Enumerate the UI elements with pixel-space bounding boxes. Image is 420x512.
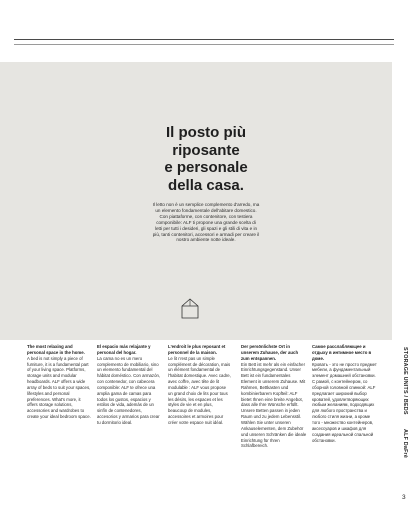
headline xyxy=(150,124,262,194)
header-rule-thin xyxy=(14,44,394,45)
headline-line: riposante xyxy=(172,141,240,159)
column-body: Кровать - это не просто предмет мебели, а фундаментальный элемент домашней обстановки. С рамой, с контейнером, со сборной головной спинкой: ALF предлагает широкий выбор кроватей, удовлетворяющих любым желаниям, подходящих для любого пространства и любого стиля жизни, а кроме того - множество контейнеров, аксессуаров и шкафов для создания идеальной спальной обстановки. xyxy=(312,361,377,443)
column-body: A bed is not simply a piece of furniture, it is a fundamental part of your living space. Platforms, storage units and modular headboards. ALF offers a wide array of beds to suit your spaces, lifestyles and personal preferences. What's more, it offers storage solutions, accessories and wardrobes to create your ideal bedroom space. xyxy=(27,355,91,420)
column-russian xyxy=(312,344,378,443)
column-english xyxy=(27,344,91,420)
column-spanish xyxy=(97,344,161,426)
side-label xyxy=(398,347,410,485)
column-french xyxy=(168,344,232,426)
headline-line: e personale xyxy=(164,159,248,176)
intro-text: Il letto non è un semplice complemento d'arredo, ma un elemento fondamentale dell'abitare domestico. Con piattaforme, con contenitore, con testiera componibile: ALF ti propone una grande scelta di letti per tutti i desideri, gli spazi e gli stili di vita e in più, tanti contenitori, accessori e armadi per creare il nostro ambiente notte ideale. xyxy=(152,202,260,243)
section-label: STORAGE UNITS / BEDS xyxy=(402,347,408,415)
column-body: La cama no es un mero complemento de mobiliario, sino un elemento fundamental del hábitat doméstico. Con armazón, con contenedor, con cabecera componible: ALF te ofrece una amplia gama de camas para todos los gustos, espacios y estilos de vida, además de un sinfín de contenedores, accesorios y armarios para crear tu dormitorio ideal. xyxy=(97,355,161,425)
headline-line: Il posto più xyxy=(166,124,246,141)
house-outline-icon xyxy=(180,296,200,320)
header-rule xyxy=(14,39,394,40)
column-title: Der persönlichste Ort in unserem Zuhause, der auch zum entspannen. xyxy=(241,344,299,361)
page-number: 3 xyxy=(402,494,406,501)
column-body: Ein Bett ist mehr als ein einfacher Einrichtungsgegenstand. Unser Bett ist ein fundamentales Element in unserem Zuhause. Mit Rahmen, Bettkasten und kombinierbarem Kopfteil: ALF bietet Ihnen eine breite Angebot, dass alle Ihre Wünsche erfüllt. Unsere Betten passen in jeden Raum und zu jedem Lebensstil. Wählen Sie unter unseren Ankauselementen, dem Zubehör und unseren Schränken die ideale Einrichtung für Ihren Schlafbereich. xyxy=(241,361,307,449)
headline-line: della casa. xyxy=(168,176,244,194)
column-title: El espacio más relajante y personal del hogar. xyxy=(97,344,151,355)
brand-label: ALF DaFrè xyxy=(402,429,408,459)
column-body: Le lit n'est pas un simple complément de décoration, mais un élément fondamental de l'habitat domestique. Avec cadre, avec coffre, avec tête de lit modulable : ALF vous propose un grand choix de lits pour tous les désirs, les espaces et les styles de vie et en plus, beaucoup de modules, accessoires et armoires pour créer votre espace nuit idéal. xyxy=(168,355,231,425)
column-title: L'endroit le plus reposant et personnel de la maison. xyxy=(168,344,226,355)
column-german xyxy=(241,344,307,449)
column-title: Самое расслабляющее и отдыху в интимное место в доме. xyxy=(312,344,372,361)
column-title: The most relaxing and personal space in the home. xyxy=(27,344,85,355)
